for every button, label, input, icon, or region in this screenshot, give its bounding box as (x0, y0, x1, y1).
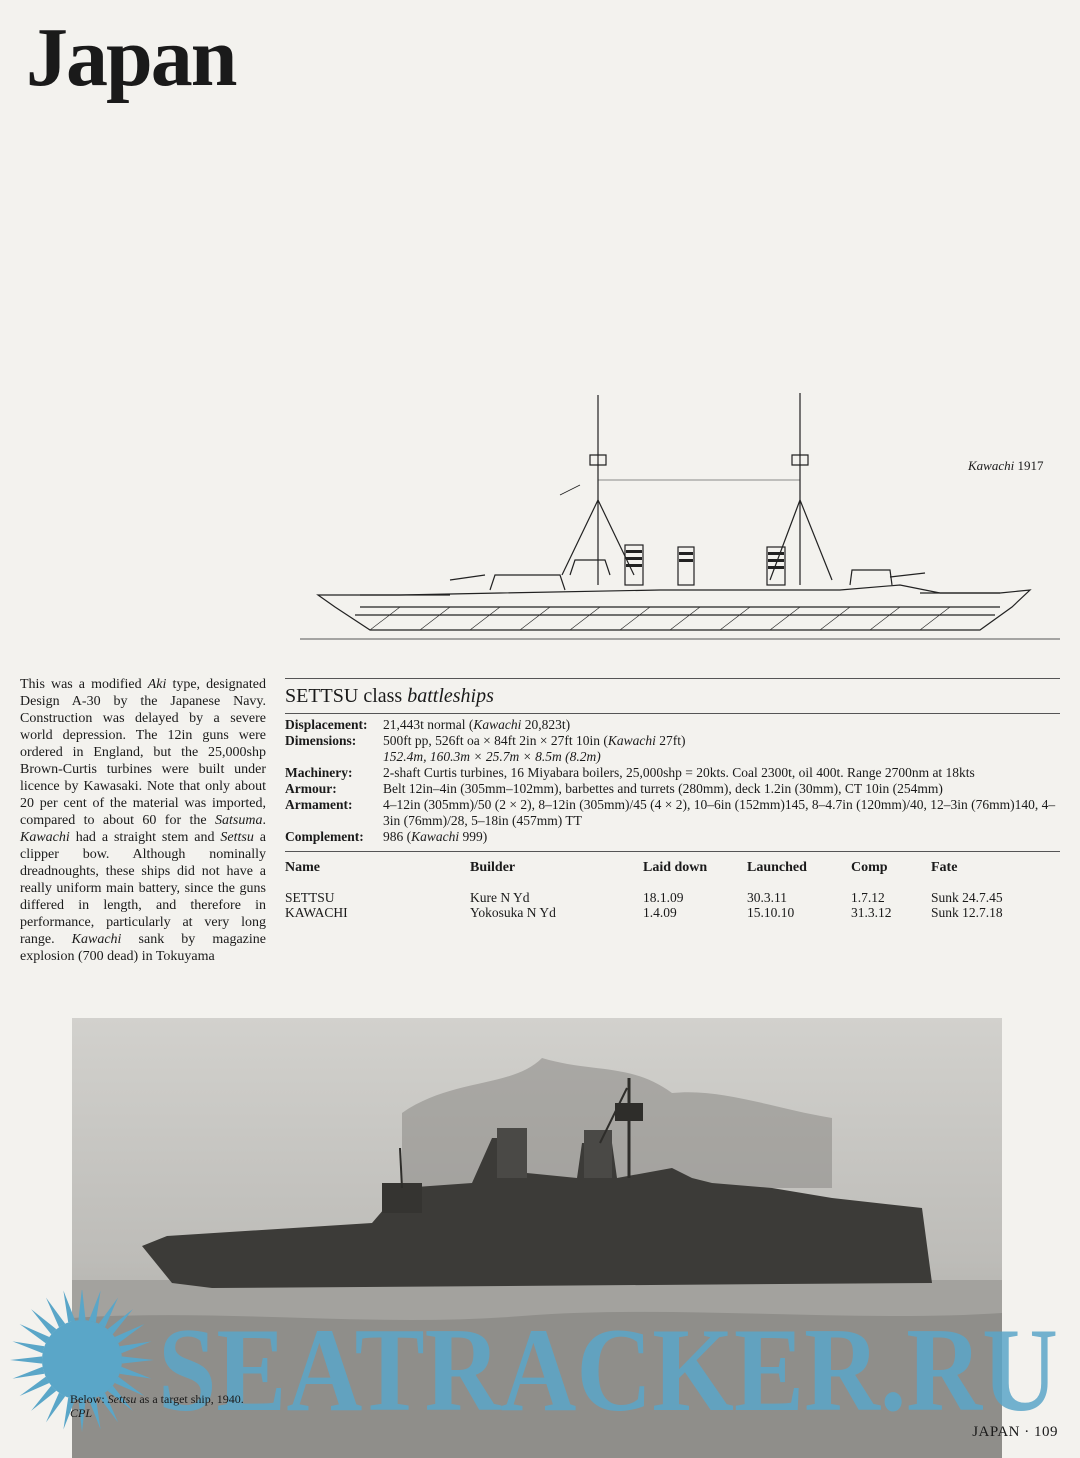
intro-text (20, 676, 266, 965)
spec-value: Belt 12in–4in (305mm–102mm), barbettes and turrets (280mm), deck 1.2in (30mm), CT 10in (254mm) (383, 781, 943, 796)
intro-ship-name: Settsu (220, 830, 254, 845)
sunburst-ray (78, 1290, 85, 1320)
ships-header-row (285, 858, 1060, 890)
spec-label: Displacement: (285, 717, 368, 732)
spec-value-part: 999) (459, 829, 488, 844)
photo-caption-part: as a target ship, 1940. (136, 1392, 244, 1406)
running-head: JAPAN (972, 1424, 1020, 1440)
intro-ship-name: Kawachi (20, 830, 70, 845)
table-cell: Sunk 24.7.45 (931, 890, 1003, 905)
page-number: 109 (1034, 1424, 1058, 1440)
intro-ship-name: Aki (147, 677, 167, 692)
photo-caption-ship: Settsu (107, 1392, 137, 1406)
sunburst-ray (63, 1291, 75, 1323)
table-cell: SETTSU (285, 890, 335, 905)
intro-ship-name: Satsuma (215, 813, 263, 828)
sunburst-ray (122, 1356, 154, 1363)
watermark-text: SEATRACKER.RU (158, 1303, 1058, 1436)
intro-text-part: sank by magazine explosion (700 dead) in Tokuyama (20, 932, 266, 964)
spec-value-part: 500ft pp, 526ft oa × 84ft 2in × 27ft 10in ( (383, 733, 608, 748)
sunburst-ray (99, 1298, 118, 1328)
table-cell: Sunk 12.7.18 (931, 905, 1003, 920)
spec-row-armour (285, 781, 1060, 797)
spec-value-part: 986 ( (383, 829, 412, 844)
ship-profile-drawing (300, 385, 1060, 645)
table-cell: Yokosuka N Yd (470, 905, 556, 920)
sunburst-ray (10, 1356, 42, 1363)
page-title: Japan (26, 11, 236, 104)
divider (285, 678, 1060, 679)
table-cell: 31.3.12 (851, 905, 892, 920)
spec-value (383, 829, 1060, 845)
spec-label: Machinery: (285, 765, 353, 780)
table-cell: 30.3.11 (747, 890, 787, 905)
spec-row-dimensions (285, 733, 1060, 765)
spec-label: Armament: (285, 797, 353, 812)
spec-value: 2-shaft Curtis turbines, 16 Miyabara boilers, 25,000shp = 20kts. Coal 2300t, oil 400t. Range 2700nm at 18kts (383, 765, 975, 780)
spec-row-complement (285, 829, 1060, 845)
spec-value: 4–12in (305mm)/50 (2 × 2), 8–12in (305mm)/45 (4 × 2), 10–6in (152mm)145, 8–4.7in (120mm)/40, 12–3in (76mm)140, 4–3in (76mm)/28, 5–18in (457mm) TT (383, 797, 1056, 828)
intro-text-part: This was a modified (20, 677, 148, 692)
table-cell: KAWACHI (285, 905, 348, 920)
table-cell: 18.1.09 (643, 890, 684, 905)
intro-text-part: type, designated Design A-30 by the Japanese Navy. Construction was delayed by a severe world depression. The 12in guns were ordered in England, but the 25,000shp Brown-Curtis turbines were built under licence by Kawasaki. Note that only about 20 per cent of the material was imported, compared to about 60 for the (20, 677, 266, 828)
spec-value-part: 27ft) (655, 733, 686, 748)
spec-value-part: 21,443t normal ( (383, 717, 474, 732)
spec-row-armament (285, 797, 1060, 829)
photo-credit: CPL (70, 1406, 93, 1420)
divider (285, 851, 1060, 852)
table-row (285, 890, 1060, 905)
column-header: Laid down (643, 860, 708, 875)
table-cell: Kure N Yd (470, 890, 530, 905)
table-row (285, 905, 1060, 920)
spec-alt-ship: Kawachi (473, 717, 522, 732)
sunburst-ray (46, 1393, 65, 1423)
divider (285, 713, 1060, 714)
photo-caption (70, 1392, 244, 1420)
spec-metric: 152.4m, 160.3m × 25.7m × 8.5m (8.2m) (383, 749, 601, 764)
sunburst-ray (20, 1324, 50, 1343)
drawing-caption (968, 458, 1043, 474)
column-header: Builder (470, 860, 516, 875)
sunburst-ray (13, 1367, 45, 1379)
separator: · (1024, 1424, 1030, 1440)
intro-text-part: had a straight stem and (69, 830, 221, 845)
spec-row-displacement (285, 717, 1060, 733)
spec-label: Armour: (285, 781, 337, 796)
spec-row-machinery (285, 765, 1060, 781)
photo-caption-part: Below: (70, 1392, 108, 1406)
table-cell: 15.10.10 (747, 905, 795, 920)
sunburst-ray (89, 1291, 101, 1323)
spec-block (285, 678, 1060, 920)
column-header: Comp (851, 860, 888, 875)
column-header: Launched (747, 860, 807, 875)
class-title (285, 685, 1060, 708)
spec-alt-ship: Kawachi (607, 733, 656, 748)
spec-value-part: 20,823t) (521, 717, 571, 732)
sunburst-ray (115, 1324, 145, 1343)
sunburst-ray (31, 1309, 56, 1334)
spec-value (383, 733, 1060, 765)
page-footer (972, 1424, 1058, 1441)
spec-value (383, 717, 1060, 733)
sunburst-ray (120, 1341, 152, 1353)
column-header: Name (285, 860, 320, 875)
table-cell: 1.7.12 (851, 890, 885, 905)
spec-alt-ship: Kawachi (411, 829, 460, 844)
spec-table (285, 717, 1060, 845)
class-type: battleships (407, 685, 494, 707)
drawing-caption-year: 1917 (1017, 458, 1044, 473)
table-cell: 1.4.09 (643, 905, 677, 920)
class-name: SETTSU class (285, 685, 403, 707)
sunburst-ray (46, 1298, 65, 1328)
sunburst-ray (108, 1309, 133, 1334)
spec-label: Complement: (285, 829, 364, 844)
sunburst-ray (120, 1367, 152, 1379)
spec-label: Dimensions: (285, 733, 357, 748)
column-header: Fate (931, 860, 958, 875)
sunburst-ray (20, 1377, 50, 1396)
intro-text-part: . (262, 813, 266, 828)
intro-text-part: a clipper bow. Although nominally dreadnoughts, these ships did not have a really uniform main battery, since the guns differed in length, and therefore in performance, particularly at very long range. (20, 830, 266, 947)
sunburst-ray (13, 1341, 45, 1353)
ships-table (285, 858, 1060, 920)
intro-ship-name: Kawachi (71, 932, 122, 947)
sunburst-ray (31, 1386, 56, 1411)
drawing-caption-ship: Kawachi (968, 458, 1015, 473)
